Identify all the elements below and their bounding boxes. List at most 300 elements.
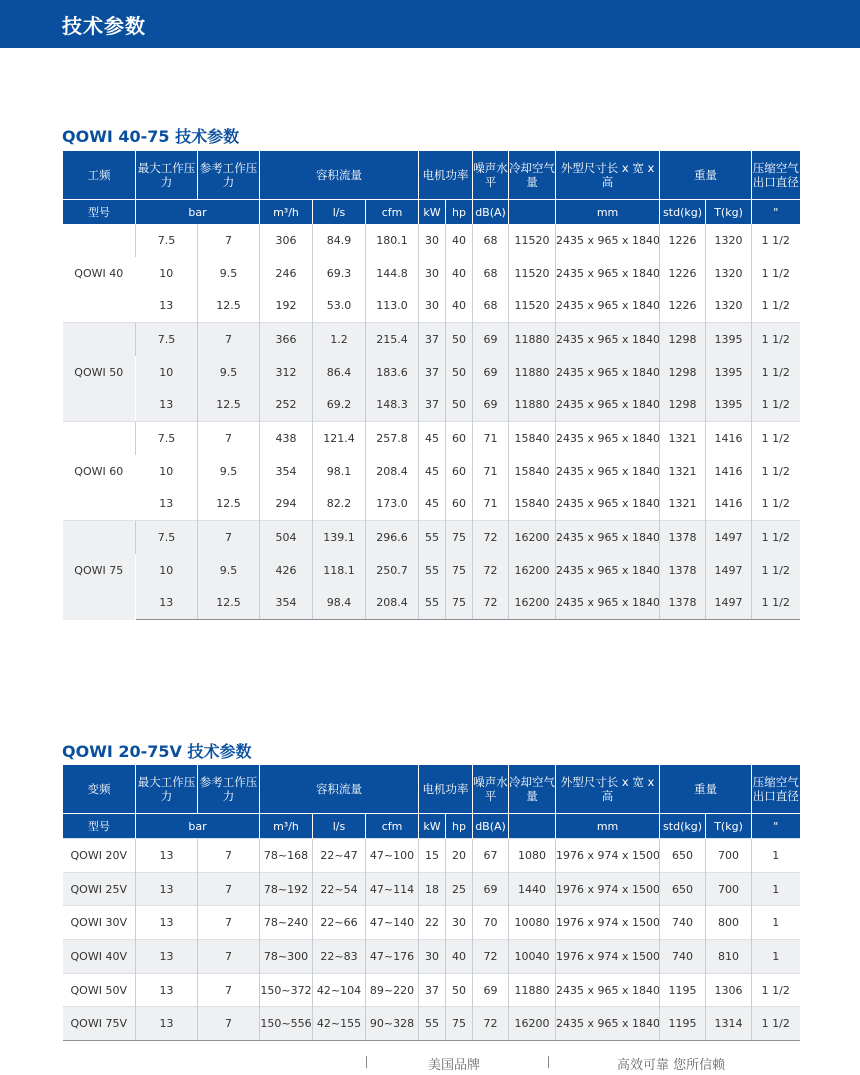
header-mode: 变频 <box>63 765 136 814</box>
table-cell: 1497 <box>706 521 752 554</box>
header-weight: 重量 <box>660 151 752 200</box>
unit-mm: mm <box>556 814 660 839</box>
header-ref-pressure: 参考工作压力 <box>198 765 260 814</box>
table-cell: 1 1/2 <box>752 455 800 488</box>
table-cell: 2435 x 965 x 1840 <box>556 521 660 554</box>
table-cell: 45 <box>419 455 446 488</box>
unit-kw: kW <box>419 814 446 839</box>
table-cell: 9.5 <box>198 257 260 290</box>
table-cell: 69.3 <box>313 257 366 290</box>
table-cell: 60 <box>446 422 473 455</box>
table-cell: 15840 <box>509 422 556 455</box>
table-cell: 72 <box>473 940 509 974</box>
page-title: 技术参数 <box>62 14 146 38</box>
table-cell: 82.2 <box>313 488 366 521</box>
table-cell: 10040 <box>509 940 556 974</box>
table-cell: 40 <box>446 289 473 322</box>
table-cell: 7 <box>198 906 260 940</box>
table-cell: 68 <box>473 289 509 322</box>
header-ref-pressure: 参考工作压力 <box>198 151 260 200</box>
footer-divider-left <box>366 1056 367 1068</box>
table-cell: 1378 <box>660 521 706 554</box>
unit-t-kg: T(kg) <box>706 200 752 225</box>
table-cell: 426 <box>260 554 313 587</box>
table-cell: 208.4 <box>366 455 419 488</box>
unit-cfm: cfm <box>366 814 419 839</box>
table-cell: 16200 <box>509 1007 556 1041</box>
table-cell: 7 <box>198 224 260 257</box>
table-cell: 90~328 <box>366 1007 419 1041</box>
table-row <box>63 554 800 587</box>
table-cell: 72 <box>473 521 509 554</box>
table-cell: 150~372 <box>260 973 313 1007</box>
table-cell: 1320 <box>706 257 752 290</box>
unit-cooling-blank <box>509 200 556 225</box>
table-cell: 7.5 <box>136 224 198 257</box>
table-cell: 30 <box>419 257 446 290</box>
header-dimensions: 外型尺寸长 x 宽 x 高 <box>556 765 660 814</box>
table-cell: 800 <box>706 906 752 940</box>
model-cell: QOWI 50V <box>63 973 136 1007</box>
model-cell: QOWI 40V <box>63 940 136 974</box>
unit-std-kg: std(kg) <box>660 200 706 225</box>
table-cell: 1 1/2 <box>752 422 800 455</box>
table-cell: 1195 <box>660 1007 706 1041</box>
header-dimensions: 外型尺寸长 x 宽 x 高 <box>556 151 660 200</box>
table-cell: 47~140 <box>366 906 419 940</box>
header-flow: 容积流量 <box>260 151 419 200</box>
table-cell: 50 <box>446 973 473 1007</box>
table-cell: 650 <box>660 872 706 906</box>
table-cell: 7 <box>198 872 260 906</box>
table-cell: 650 <box>660 839 706 873</box>
unit-hp: hp <box>446 814 473 839</box>
model-cell: QOWI 75 <box>63 521 136 620</box>
table-cell: 30 <box>446 906 473 940</box>
table-cell: 22~83 <box>313 940 366 974</box>
table-row <box>63 872 800 906</box>
table-cell: 7.5 <box>136 422 198 455</box>
table-cell: 144.8 <box>366 257 419 290</box>
table-row <box>63 488 800 521</box>
table-cell: 1976 x 974 x 1500 <box>556 872 660 906</box>
table-cell: 12.5 <box>198 587 260 620</box>
table-cell: 13 <box>136 587 198 620</box>
table-row <box>63 422 800 455</box>
table-cell: 42~104 <box>313 973 366 1007</box>
table-cell: 700 <box>706 839 752 873</box>
table-cell: 1321 <box>660 422 706 455</box>
table-cell: 740 <box>660 940 706 974</box>
model-cell: QOWI 25V <box>63 872 136 906</box>
header-flow: 容积流量 <box>260 765 419 814</box>
table-row <box>63 587 800 620</box>
table-cell: 37 <box>419 388 446 421</box>
table-cell: 69 <box>473 872 509 906</box>
table-cell: 7.5 <box>136 521 198 554</box>
table-cell: 9.5 <box>198 356 260 389</box>
table-cell: 2435 x 965 x 1840 <box>556 388 660 421</box>
table-cell: 2435 x 965 x 1840 <box>556 224 660 257</box>
table-cell: 252 <box>260 388 313 421</box>
table-cell: 13 <box>136 1007 198 1041</box>
table-cell: 7 <box>198 422 260 455</box>
table-row <box>63 1007 800 1041</box>
table-cell: 121.4 <box>313 422 366 455</box>
table-cell: 60 <box>446 488 473 521</box>
table-cell: 1416 <box>706 455 752 488</box>
table-cell: 1 1/2 <box>752 323 800 356</box>
table-cell: 16200 <box>509 587 556 620</box>
table-cell: 438 <box>260 422 313 455</box>
table-cell: 2435 x 965 x 1840 <box>556 973 660 1007</box>
spec-table-fixed-speed <box>62 151 800 620</box>
model-cell: QOWI 40 <box>63 224 136 323</box>
unit-t-kg: T(kg) <box>706 814 752 839</box>
table-row <box>63 839 800 873</box>
table-row <box>63 521 800 554</box>
unit-std-kg: std(kg) <box>660 814 706 839</box>
table-cell: 1298 <box>660 388 706 421</box>
table-cell: 2435 x 965 x 1840 <box>556 587 660 620</box>
table-cell: 7 <box>198 839 260 873</box>
table-cell: 2435 x 965 x 1840 <box>556 356 660 389</box>
table-cell: 15840 <box>509 488 556 521</box>
table-cell: 2435 x 965 x 1840 <box>556 323 660 356</box>
table-cell: 306 <box>260 224 313 257</box>
header-outlet: 压缩空气出口直径 <box>752 765 800 814</box>
table-cell: 20 <box>446 839 473 873</box>
table-cell: 75 <box>446 1007 473 1041</box>
table-cell: 72 <box>473 554 509 587</box>
table-cell: 354 <box>260 455 313 488</box>
header-bar <box>0 0 860 48</box>
table-cell: 150~556 <box>260 1007 313 1041</box>
table-cell: 1 1/2 <box>752 289 800 322</box>
table-cell: 68 <box>473 224 509 257</box>
table-cell: 1321 <box>660 455 706 488</box>
table-cell: 183.6 <box>366 356 419 389</box>
table-cell: 78~192 <box>260 872 313 906</box>
table-cell: 13 <box>136 839 198 873</box>
table-cell: 11880 <box>509 973 556 1007</box>
table-cell: 13 <box>136 940 198 974</box>
unit-cfm: cfm <box>366 200 419 225</box>
table-cell: 53.0 <box>313 289 366 322</box>
table-cell: 1320 <box>706 289 752 322</box>
table-cell: 1195 <box>660 973 706 1007</box>
table-cell: 1 <box>752 940 800 974</box>
table-cell: 1 1/2 <box>752 488 800 521</box>
table-cell: 11520 <box>509 257 556 290</box>
table-cell: 1395 <box>706 323 752 356</box>
table-cell: 15840 <box>509 455 556 488</box>
table-row <box>63 224 800 257</box>
table-row <box>63 257 800 290</box>
table-cell: 1416 <box>706 422 752 455</box>
table-cell: 22~54 <box>313 872 366 906</box>
table-cell: 45 <box>419 488 446 521</box>
table-cell: 69.2 <box>313 388 366 421</box>
header-outlet: 压缩空气出口直径 <box>752 151 800 200</box>
table-row <box>63 388 800 421</box>
table-cell: 84.9 <box>313 224 366 257</box>
table-cell: 11880 <box>509 323 556 356</box>
table-cell: 86.4 <box>313 356 366 389</box>
table-cell: 1976 x 974 x 1500 <box>556 839 660 873</box>
table-cell: 50 <box>446 388 473 421</box>
table1-title: QOWI 40-75 技术参数 <box>62 127 240 146</box>
unit-dba: dB(A) <box>473 200 509 225</box>
header-cooling: 冷却空气量 <box>509 151 556 200</box>
table-cell: 250.7 <box>366 554 419 587</box>
table-cell: 1226 <box>660 224 706 257</box>
table-cell: 40 <box>446 940 473 974</box>
table-cell: 1 <box>752 839 800 873</box>
table-cell: 71 <box>473 488 509 521</box>
table-cell: 7 <box>198 1007 260 1041</box>
table-cell: 810 <box>706 940 752 974</box>
table-cell: 1378 <box>660 587 706 620</box>
unit-m3h: m³/h <box>260 200 313 225</box>
table-cell: 47~100 <box>366 839 419 873</box>
table-cell: 504 <box>260 521 313 554</box>
table-cell: 45 <box>419 422 446 455</box>
table-cell: 1 1/2 <box>752 973 800 1007</box>
table-cell: 113.0 <box>366 289 419 322</box>
table-cell: 69 <box>473 323 509 356</box>
table-cell: 1 1/2 <box>752 356 800 389</box>
unit-ls: l/s <box>313 200 366 225</box>
table-cell: 354 <box>260 587 313 620</box>
table-cell: 1497 <box>706 554 752 587</box>
table-cell: 1395 <box>706 356 752 389</box>
table-cell: 1321 <box>660 488 706 521</box>
table-cell: 118.1 <box>313 554 366 587</box>
unit-kw: kW <box>419 200 446 225</box>
table-cell: 148.3 <box>366 388 419 421</box>
table-cell: 12.5 <box>198 289 260 322</box>
table-cell: 75 <box>446 587 473 620</box>
header-weight: 重量 <box>660 765 752 814</box>
table-cell: 13 <box>136 973 198 1007</box>
table-cell: 1 1/2 <box>752 521 800 554</box>
table-cell: 69 <box>473 356 509 389</box>
table-cell: 78~168 <box>260 839 313 873</box>
table-cell: 13 <box>136 906 198 940</box>
table-cell: 10 <box>136 356 198 389</box>
table-cell: 16200 <box>509 554 556 587</box>
table-cell: 72 <box>473 587 509 620</box>
table-row <box>63 356 800 389</box>
table-cell: 78~240 <box>260 906 313 940</box>
model-cell: QOWI 75V <box>63 1007 136 1041</box>
table-cell: 1.2 <box>313 323 366 356</box>
table-cell: 192 <box>260 289 313 322</box>
unit-dba: dB(A) <box>473 814 509 839</box>
table-cell: 71 <box>473 455 509 488</box>
table-cell: 700 <box>706 872 752 906</box>
table-cell: 296.6 <box>366 521 419 554</box>
header-max-pressure: 最大工作压力 <box>136 765 198 814</box>
table-cell: 1 1/2 <box>752 1007 800 1041</box>
table-cell: 22~47 <box>313 839 366 873</box>
table-cell: 11520 <box>509 224 556 257</box>
table-cell: 11520 <box>509 289 556 322</box>
table-cell: 1 1/2 <box>752 554 800 587</box>
table-cell: 72 <box>473 1007 509 1041</box>
table-cell: 15 <box>419 839 446 873</box>
table-cell: 50 <box>446 323 473 356</box>
unit-bar: bar <box>136 814 260 839</box>
table-cell: 2435 x 965 x 1840 <box>556 488 660 521</box>
table-cell: 67 <box>473 839 509 873</box>
table-cell: 9.5 <box>198 455 260 488</box>
table-cell: 2435 x 965 x 1840 <box>556 422 660 455</box>
table-cell: 257.8 <box>366 422 419 455</box>
table-cell: 2435 x 965 x 1840 <box>556 257 660 290</box>
table-row <box>63 940 800 974</box>
table-cell: 10080 <box>509 906 556 940</box>
table-cell: 1 <box>752 872 800 906</box>
table-cell: 30 <box>419 940 446 974</box>
model-cell: QOWI 30V <box>63 906 136 940</box>
footer-brand-text: 美国品牌 <box>428 1058 481 1073</box>
table-cell: 69 <box>473 388 509 421</box>
table-cell: 366 <box>260 323 313 356</box>
table-cell: 208.4 <box>366 587 419 620</box>
table-cell: 78~300 <box>260 940 313 974</box>
unit-model: 型号 <box>63 814 136 839</box>
unit-hp: hp <box>446 200 473 225</box>
footer-divider-right <box>548 1056 549 1068</box>
table-cell: 1 1/2 <box>752 587 800 620</box>
table-cell: 1976 x 974 x 1500 <box>556 940 660 974</box>
unit-model: 型号 <box>63 200 136 225</box>
header-cooling: 冷却空气量 <box>509 765 556 814</box>
table-cell: 75 <box>446 554 473 587</box>
table-cell: 71 <box>473 422 509 455</box>
model-cell: QOWI 50 <box>63 323 136 422</box>
table-cell: 740 <box>660 906 706 940</box>
table-cell: 7 <box>198 973 260 1007</box>
table-cell: 55 <box>419 521 446 554</box>
table-cell: 1298 <box>660 356 706 389</box>
unit-inch: " <box>752 200 800 225</box>
table-cell: 22~66 <box>313 906 366 940</box>
table-cell: 7.5 <box>136 323 198 356</box>
table-row <box>63 289 800 322</box>
table-cell: 1976 x 974 x 1500 <box>556 906 660 940</box>
spec-table-variable-speed <box>62 765 800 1041</box>
table-cell: 246 <box>260 257 313 290</box>
table-cell: 18 <box>419 872 446 906</box>
model-cell: QOWI 20V <box>63 839 136 873</box>
table-cell: 98.4 <box>313 587 366 620</box>
table-cell: 1416 <box>706 488 752 521</box>
table-row <box>63 323 800 356</box>
header-mode: 工频 <box>63 151 136 200</box>
table-cell: 10 <box>136 455 198 488</box>
table-cell: 2435 x 965 x 1840 <box>556 554 660 587</box>
table-cell: 1497 <box>706 587 752 620</box>
table-cell: 215.4 <box>366 323 419 356</box>
unit-ls: l/s <box>313 814 366 839</box>
table-cell: 1 1/2 <box>752 224 800 257</box>
table-cell: 1306 <box>706 973 752 1007</box>
model-cell: QOWI 60 <box>63 422 136 521</box>
unit-mm: mm <box>556 200 660 225</box>
table-cell: 1226 <box>660 257 706 290</box>
table-cell: 13 <box>136 488 198 521</box>
table-cell: 1226 <box>660 289 706 322</box>
table-cell: 42~155 <box>313 1007 366 1041</box>
table-cell: 12.5 <box>198 488 260 521</box>
table-cell: 55 <box>419 554 446 587</box>
table-cell: 13 <box>136 388 198 421</box>
header-noise: 噪声水平 <box>473 765 509 814</box>
table-cell: 1080 <box>509 839 556 873</box>
table-cell: 1314 <box>706 1007 752 1041</box>
table-cell: 47~114 <box>366 872 419 906</box>
table-cell: 312 <box>260 356 313 389</box>
table-cell: 1 <box>752 906 800 940</box>
table-cell: 69 <box>473 973 509 1007</box>
table-cell: 70 <box>473 906 509 940</box>
unit-inch: " <box>752 814 800 839</box>
table-cell: 16200 <box>509 521 556 554</box>
header-motor: 电机功率 <box>419 765 473 814</box>
table-cell: 37 <box>419 323 446 356</box>
table-cell: 55 <box>419 587 446 620</box>
table-cell: 139.1 <box>313 521 366 554</box>
table-cell: 75 <box>446 521 473 554</box>
table-cell: 1320 <box>706 224 752 257</box>
table-cell: 2435 x 965 x 1840 <box>556 289 660 322</box>
table-cell: 1298 <box>660 323 706 356</box>
table-cell: 55 <box>419 1007 446 1041</box>
table-cell: 37 <box>419 973 446 1007</box>
table-cell: 30 <box>419 224 446 257</box>
table-cell: 1378 <box>660 554 706 587</box>
table-cell: 9.5 <box>198 554 260 587</box>
table-cell: 50 <box>446 356 473 389</box>
table-cell: 47~176 <box>366 940 419 974</box>
table-cell: 2435 x 965 x 1840 <box>556 1007 660 1041</box>
table-cell: 89~220 <box>366 973 419 1007</box>
table-cell: 7 <box>198 521 260 554</box>
table-cell: 1 1/2 <box>752 257 800 290</box>
table-cell: 98.1 <box>313 455 366 488</box>
table-row <box>63 455 800 488</box>
table-cell: 40 <box>446 257 473 290</box>
table-cell: 180.1 <box>366 224 419 257</box>
table-cell: 13 <box>136 289 198 322</box>
table-cell: 7 <box>198 940 260 974</box>
table-cell: 1440 <box>509 872 556 906</box>
unit-bar: bar <box>136 200 260 225</box>
table-cell: 40 <box>446 224 473 257</box>
table-cell: 68 <box>473 257 509 290</box>
table-cell: 22 <box>419 906 446 940</box>
table-cell: 37 <box>419 356 446 389</box>
table-cell: 11880 <box>509 356 556 389</box>
table-row <box>63 906 800 940</box>
table-cell: 13 <box>136 872 198 906</box>
table-cell: 294 <box>260 488 313 521</box>
header-motor: 电机功率 <box>419 151 473 200</box>
table-cell: 10 <box>136 554 198 587</box>
